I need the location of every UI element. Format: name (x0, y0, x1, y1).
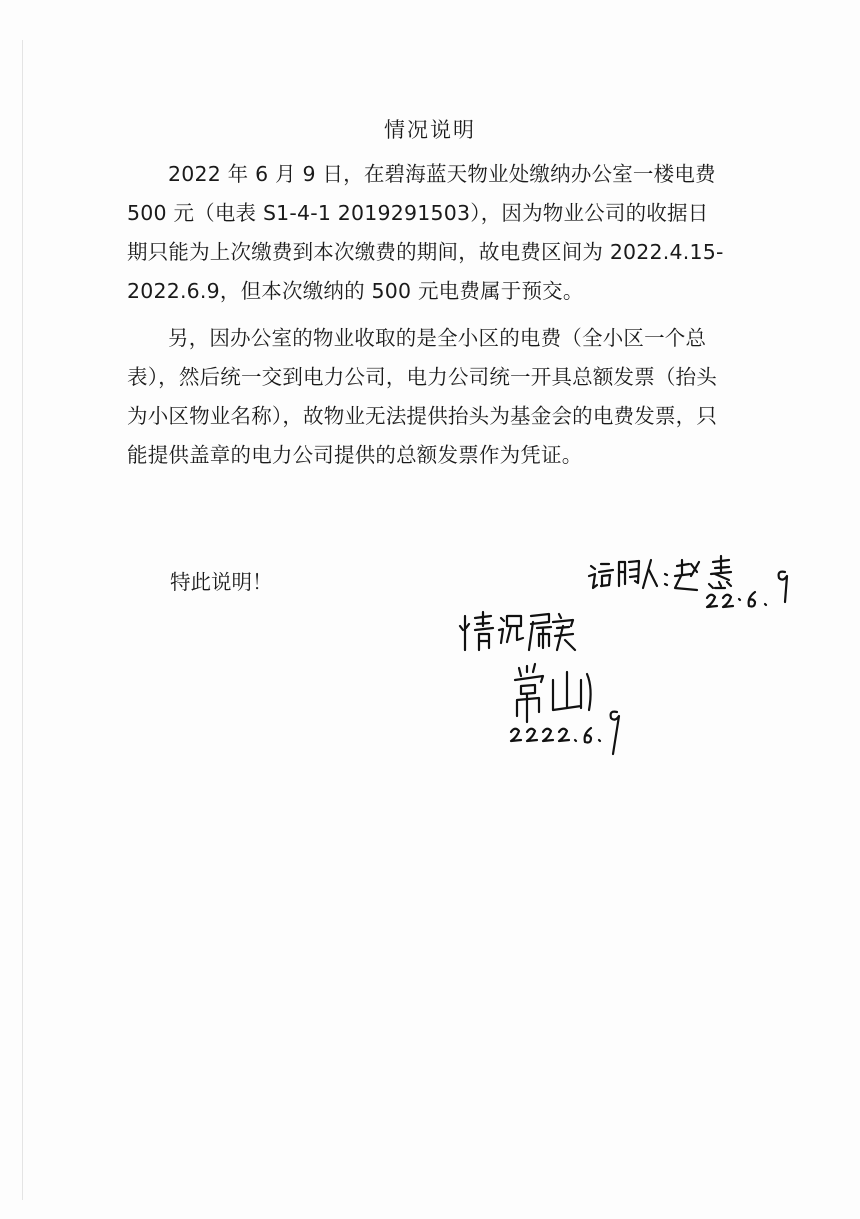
document-title: 情况说明 (384, 118, 476, 142)
verifier-signature (455, 608, 635, 758)
closing-statement: 特此说明！ (170, 570, 273, 594)
explainer-signature (585, 552, 815, 612)
scan-edge-line (22, 40, 23, 1200)
paragraph-payment: 2022 年 6 月 9 日，在碧海蓝天物业处缴纳办公室一楼电费 500 元（电表 S1-4-1 2019291503），因为物业公司的收据日期只能为上次缴费到本次缴费的期间，故电费区间为 2022.4.15-2022.6.9，但本次缴纳的 500 元电费属于预交。 (127, 162, 724, 303)
document-body (127, 155, 727, 475)
paragraph-invoice: 另，因办公室的物业收取的是全小区的电费（全小区一个总表），然后统一交到电力公司，电力公司统一开具总额发票（抬头为小区物业名称），故物业无法提供抬头为基金会的电费发票，只能提供盖章的电力公司提供的总额发票作为凭证。 (127, 326, 718, 467)
